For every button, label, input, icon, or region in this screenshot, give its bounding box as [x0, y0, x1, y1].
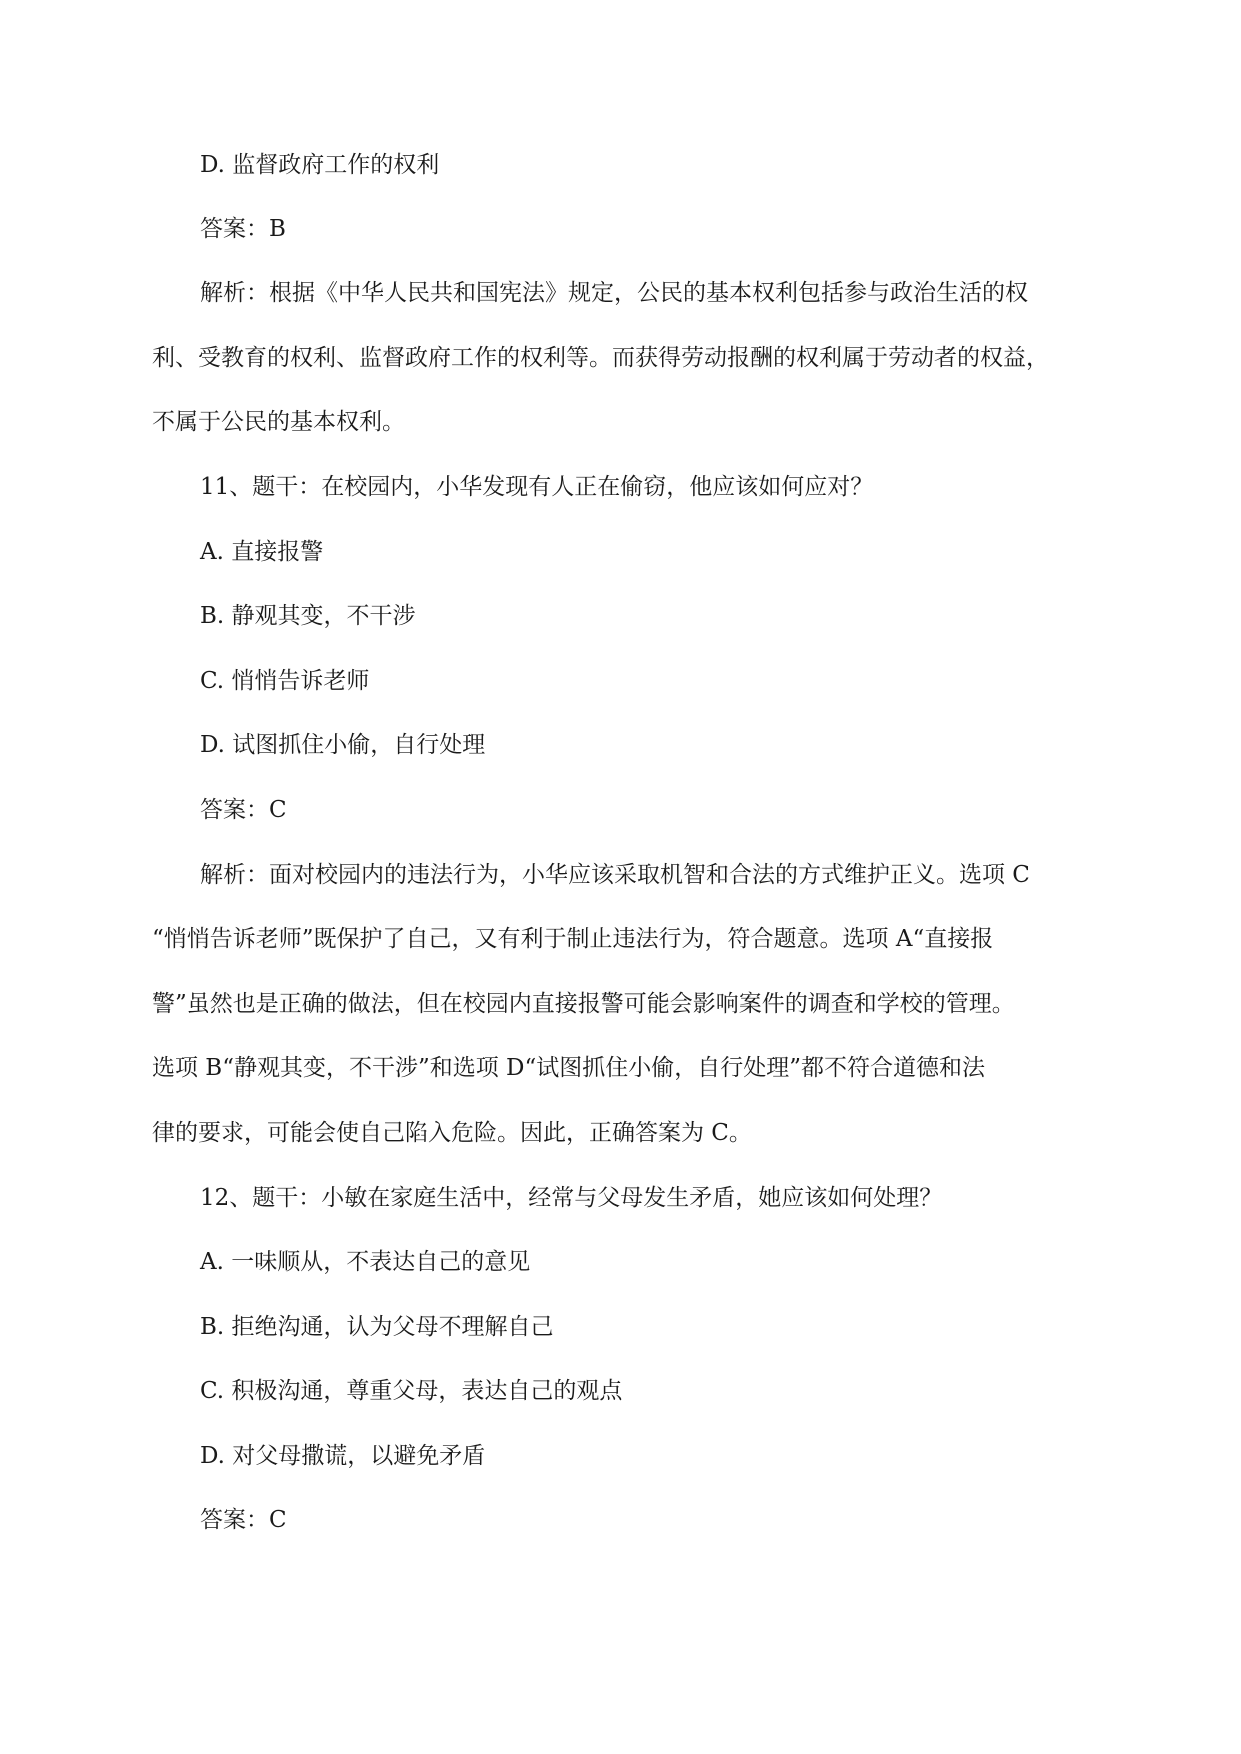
q12-answer: 答案：C: [200, 1507, 287, 1533]
q10-option-d: D. 监督政府工作的权利: [200, 152, 440, 178]
q11-option: C. 悄悄告诉老师: [200, 668, 370, 694]
q12-option: D. 对父母撒谎，以避免矛盾: [200, 1443, 486, 1469]
q10-answer: 答案：B: [200, 216, 286, 242]
q11-option: A. 直接报警: [200, 539, 324, 565]
q11-option: B. 静观其变，不干涉: [200, 603, 416, 629]
q10-explanation-line: 利、受教育的权利、监督政府工作的权利等。而获得劳动报酬的权利属于劳动者的权益，: [152, 345, 1049, 371]
q12-option: A. 一味顺从，不表达自己的意见: [200, 1249, 531, 1275]
q12-option: B. 拒绝沟通，认为父母不理解自己: [200, 1314, 554, 1340]
q11-option: D. 试图抓住小偷，自行处理: [200, 732, 486, 758]
q11-explanation-line: 律的要求，可能会使自己陷入危险。因此，正确答案为 C。: [152, 1120, 752, 1146]
q11-stem: 11、题干：在校园内，小华发现有人正在偷窃，他应该如何应对？: [200, 474, 874, 500]
q12-option: C. 积极沟通，尊重父母，表达自己的观点: [200, 1378, 623, 1404]
q11-explanation-line: 选项 B“静观其变，不干涉”和选项 D“试图抓住小偷，自行处理”都不符合道德和法: [152, 1055, 985, 1081]
q11-explanation-line: 解析：面对校园内的违法行为，小华应该采取机智和合法的方式维护正义。选项 C: [200, 862, 1030, 888]
q12-stem: 12、题干：小敏在家庭生活中，经常与父母发生矛盾，她应该如何处理？: [200, 1185, 943, 1211]
q10-explanation-line: 解析：根据《中华人民共和国宪法》规定，公民的基本权利包括参与政治生活的权: [200, 280, 1028, 306]
q11-answer: 答案：C: [200, 797, 287, 823]
q10-explanation-line: 不属于公民的基本权利。: [152, 409, 405, 435]
q11-explanation-line: “悄悄告诉老师”既保护了自己，又有利于制止违法行为，符合题意。选项 A“直接报: [152, 926, 994, 952]
q11-explanation-line: 警”虽然也是正确的做法，但在校园内直接报警可能会影响案件的调查和学校的管理。: [152, 991, 1015, 1017]
